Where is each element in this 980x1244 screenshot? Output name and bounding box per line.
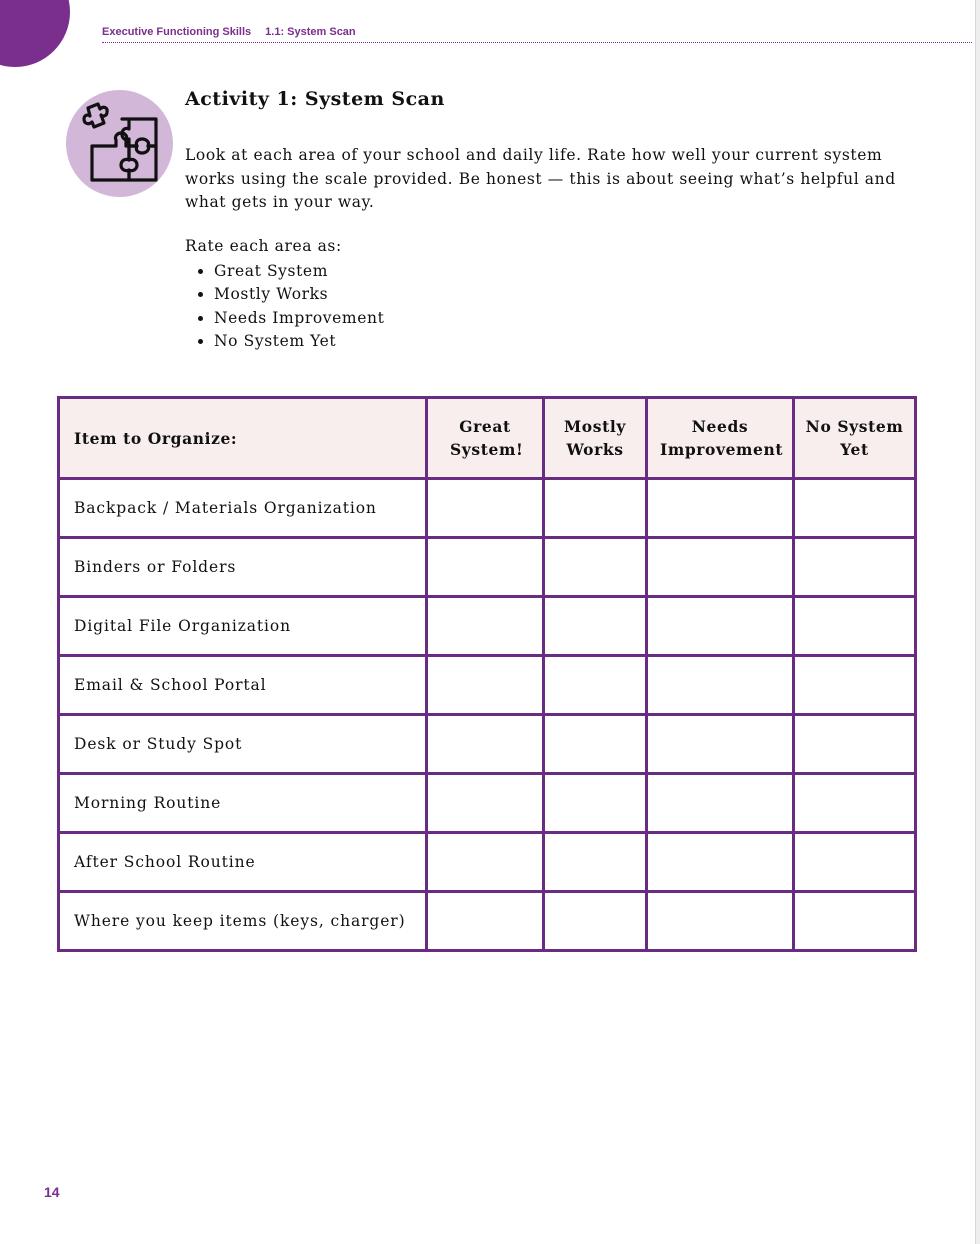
page-edge	[975, 0, 980, 1244]
item-label: Where you keep items (keys, charger)	[59, 892, 427, 951]
rating-cell[interactable]	[647, 479, 794, 538]
rating-cell[interactable]	[427, 597, 544, 656]
column-header-mostly-works	[544, 398, 647, 479]
rating-cell[interactable]	[427, 656, 544, 715]
column-header-no-system-yet	[794, 398, 916, 479]
corner-decoration	[0, 0, 70, 67]
column-header-label: No System Yet	[805, 417, 904, 459]
rating-cell[interactable]	[427, 833, 544, 892]
rating-cell[interactable]	[427, 538, 544, 597]
item-label: Binders or Folders	[59, 538, 427, 597]
column-header-item: Item to Organize:	[59, 398, 427, 479]
table-row	[59, 597, 916, 656]
table-row	[59, 774, 916, 833]
item-label: Backpack / Materials Organization	[59, 479, 427, 538]
rating-cell[interactable]	[647, 833, 794, 892]
header-section: 1.1: System Scan	[265, 26, 356, 38]
rating-cell[interactable]	[544, 479, 647, 538]
rating-scale-list	[185, 260, 384, 353]
table-row	[59, 656, 916, 715]
table-row	[59, 833, 916, 892]
page-number: 14	[44, 1184, 60, 1200]
rating-cell[interactable]	[794, 479, 916, 538]
rating-cell[interactable]	[647, 656, 794, 715]
item-label: Email & School Portal	[59, 656, 427, 715]
rating-cell[interactable]	[647, 538, 794, 597]
puzzle-icon	[80, 102, 160, 184]
running-header	[102, 26, 972, 43]
activity-title: Activity 1: System Scan	[185, 88, 445, 110]
table-row	[59, 892, 916, 951]
rating-cell[interactable]	[647, 892, 794, 951]
table-row	[59, 479, 916, 538]
header-book-title: Executive Functioning Skills	[102, 26, 252, 38]
rating-cell[interactable]	[647, 597, 794, 656]
item-label: Morning Routine	[59, 774, 427, 833]
rating-cell[interactable]	[544, 538, 647, 597]
rating-cell[interactable]	[544, 715, 647, 774]
rating-cell[interactable]	[544, 656, 647, 715]
rating-cell[interactable]	[427, 892, 544, 951]
rating-cell[interactable]	[427, 715, 544, 774]
rating-cell[interactable]	[794, 597, 916, 656]
rating-cell[interactable]	[544, 833, 647, 892]
rating-cell[interactable]	[427, 479, 544, 538]
rating-cell[interactable]	[794, 715, 916, 774]
rating-scale-lead: Rate each area as:	[185, 237, 342, 255]
rating-cell[interactable]	[647, 715, 794, 774]
activity-instructions: Look at each area of your school and daily life. Rate how well your current system works using the scale provided. Be honest — this is about seeing what’s helpful and what gets in your way.	[185, 146, 896, 211]
rating-cell[interactable]	[544, 774, 647, 833]
item-label: After School Routine	[59, 833, 427, 892]
rating-option: • Needs Improvement	[214, 307, 384, 330]
column-header-label: Needs Improvement	[660, 417, 784, 459]
column-header-needs-improvement	[647, 398, 794, 479]
activity-badge	[66, 90, 173, 197]
rating-cell[interactable]	[794, 833, 916, 892]
system-scan-table	[57, 396, 917, 952]
rating-cell[interactable]	[427, 774, 544, 833]
rating-cell[interactable]	[794, 774, 916, 833]
rating-cell[interactable]	[647, 774, 794, 833]
table-row	[59, 715, 916, 774]
rating-option: • Great System	[214, 260, 384, 283]
rating-cell[interactable]	[544, 892, 647, 951]
table-row	[59, 538, 916, 597]
table-header-row	[59, 398, 916, 479]
item-label: Digital File Organization	[59, 597, 427, 656]
rating-cell[interactable]	[544, 597, 647, 656]
column-header-label: Great System!	[450, 417, 524, 459]
rating-option: • Mostly Works	[214, 283, 384, 306]
rating-cell[interactable]	[794, 538, 916, 597]
item-label: Desk or Study Spot	[59, 715, 427, 774]
column-header-great-system	[427, 398, 544, 479]
rating-option: • No System Yet	[214, 330, 384, 353]
rating-cell[interactable]	[794, 892, 916, 951]
rating-cell[interactable]	[794, 656, 916, 715]
column-header-label: Mostly Works	[564, 417, 626, 459]
